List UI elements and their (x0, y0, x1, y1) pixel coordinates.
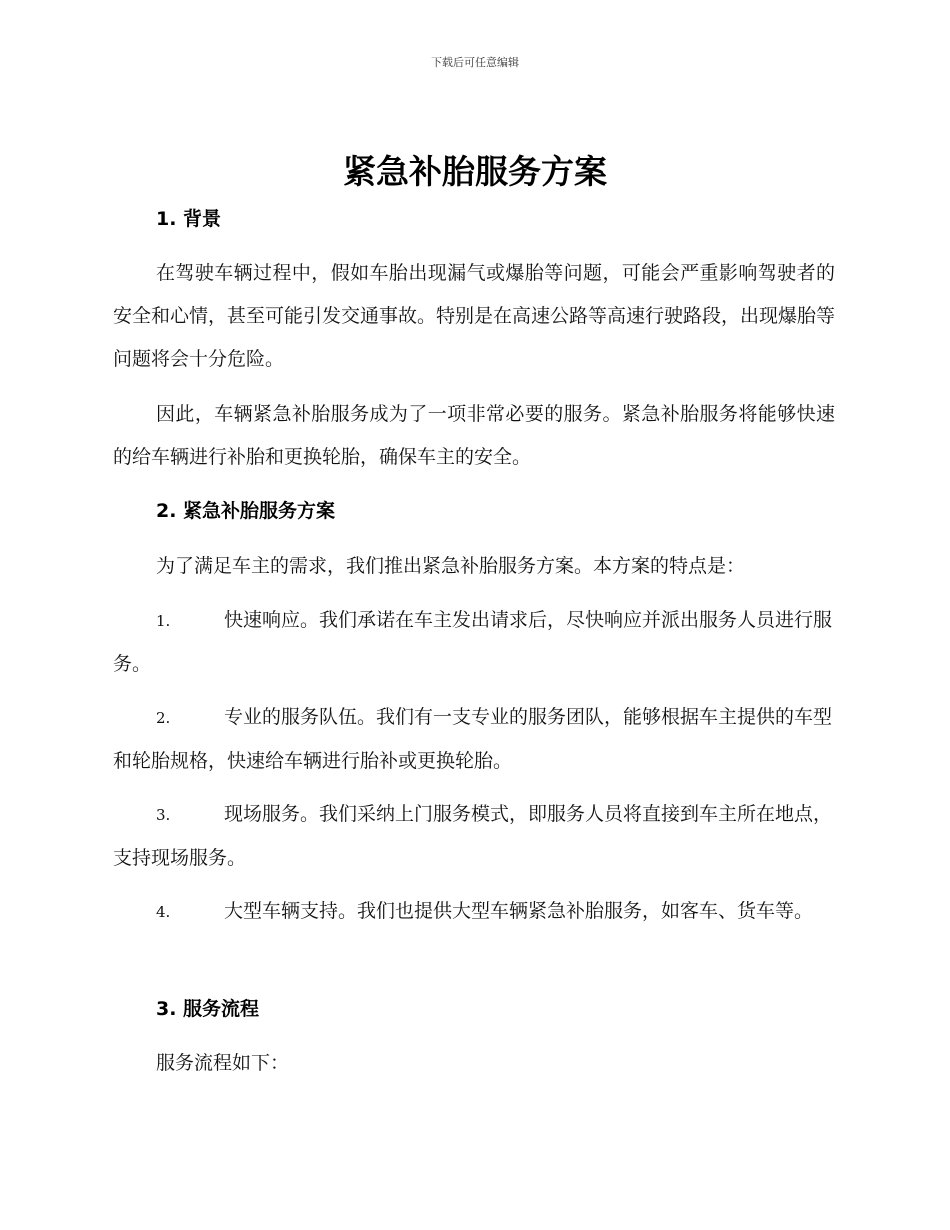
list-item-text: 专业的服务队伍。我们有一支专业的服务团队，能够根据车主提供的车型和轮胎规格，快速给车辆进行胎补或更换轮胎。 (113, 706, 833, 772)
list-item-text: 快速响应。我们承诺在车主发出请求后，尽快响应并派出服务人员进行服务。 (113, 609, 833, 675)
list-item (113, 793, 835, 880)
section-heading-process: 3. 服务流程 (156, 998, 260, 1020)
paragraph-background-1: 在驾驶车辆过程中，假如车胎出现漏气或爆胎等问题，可能会严重影响驾驶者的安全和心情，甚至可能引发交通事故。特别是在高速公路等高速行驶路段，出现爆胎等问题将会十分危险。 (113, 262, 836, 370)
list-item-number: 4. (156, 903, 171, 921)
list-item-number: 1. (156, 612, 171, 630)
section-heading-plan: 2. 紧急补胎服务方案 (156, 500, 336, 522)
paragraph-background-2: 因此，车辆紧急补胎服务成为了一项非常必要的服务。紧急补胎服务将能够快速的给车辆进行补胎和更换轮胎，确保车主的安全。 (113, 403, 835, 468)
list-item-number: 2. (156, 709, 171, 727)
list-item (113, 599, 835, 686)
list-item (113, 696, 835, 783)
document-title: 紧急补胎服务方案 (343, 152, 607, 191)
page-header-note: 下载后可任意编辑 (431, 56, 519, 69)
list-item-text: 大型车辆支持。我们也提供大型车辆紧急补胎服务，如客车、货车等。 (224, 900, 814, 922)
section-heading-background: 1. 背景 (156, 208, 222, 230)
list-item-number: 3. (156, 806, 171, 824)
list-item-text: 现场服务。我们采纳上门服务模式，即服务人员将直接到车主所在地点，支持现场服务。 (113, 803, 833, 869)
paragraph-plan-intro: 为了满足车主的需求，我们推出紧急补胎服务方案。本方案的特点是： (156, 555, 746, 577)
paragraph-process-intro: 服务流程如下： (156, 1052, 290, 1074)
list-item (113, 890, 835, 934)
